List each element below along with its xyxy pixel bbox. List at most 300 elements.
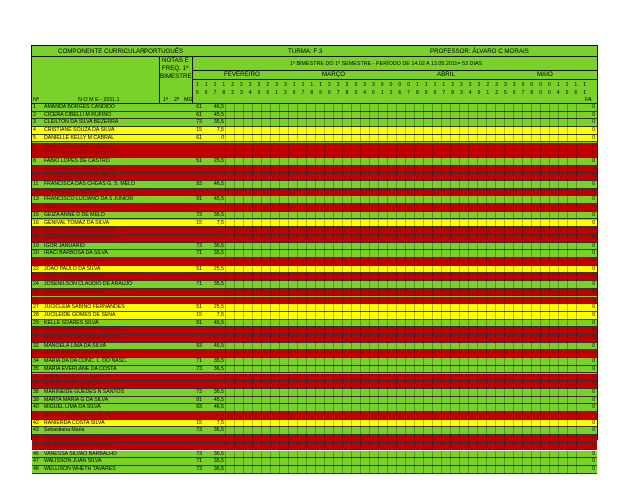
day-digit: 0 bbox=[539, 82, 542, 88]
attendance-cells bbox=[225, 404, 585, 412]
grade-average bbox=[213, 350, 224, 358]
table-row bbox=[32, 397, 597, 405]
day-digit: 1 bbox=[424, 82, 428, 88]
day-digit: 0 bbox=[539, 89, 542, 96]
day-digit: 2 bbox=[451, 82, 454, 88]
grade-1: 61 bbox=[196, 104, 202, 110]
absence-count: 0 bbox=[592, 227, 595, 234]
attendance-cells bbox=[225, 166, 585, 174]
day-digit: 6 bbox=[574, 89, 578, 96]
day-digit: 8 bbox=[310, 89, 314, 96]
day-digit: 1 bbox=[196, 82, 199, 88]
student-number: 29 bbox=[33, 319, 39, 326]
day-digit: 1 bbox=[565, 82, 569, 88]
student-number: 28 bbox=[33, 311, 39, 318]
grade-average: 45,5 bbox=[213, 111, 224, 118]
student-name: JOÃO PAULO DA SILVA bbox=[44, 265, 101, 272]
student-name: DANIELLE KELLY M CABRAL bbox=[44, 134, 115, 141]
student-number: 17 bbox=[33, 227, 39, 234]
day-digit: 3 bbox=[354, 82, 358, 88]
day-digit: 5 bbox=[504, 89, 507, 96]
day-digit: 1 bbox=[292, 82, 296, 88]
student-name: FRANCISCO DA SILVA bbox=[44, 188, 99, 195]
grade-average: 36,5 bbox=[213, 242, 224, 249]
table-row bbox=[32, 466, 597, 474]
absence-count: 0 bbox=[592, 196, 595, 203]
grade-1 bbox=[194, 258, 202, 266]
day-digit: 2 bbox=[345, 82, 349, 88]
student-number: 8 bbox=[33, 157, 36, 164]
attendance-cells bbox=[225, 451, 585, 459]
absence-count: 0 bbox=[592, 412, 595, 418]
grade-1: 73 bbox=[196, 450, 202, 457]
day-digit: 3 bbox=[372, 82, 375, 88]
day-digit: 6 bbox=[372, 89, 375, 96]
table-row bbox=[32, 104, 597, 112]
student-number: 10 bbox=[33, 173, 39, 180]
absence-count: 0 bbox=[592, 134, 595, 141]
attendance-cells bbox=[225, 143, 585, 151]
componente-label: COMPONENTE CURRICULAR: bbox=[58, 48, 147, 55]
day-digit: 1 bbox=[583, 89, 586, 96]
grade-average: 45,5 bbox=[213, 396, 224, 403]
grade-average bbox=[213, 143, 224, 151]
grade-average bbox=[213, 374, 224, 382]
attendance-cells bbox=[225, 435, 585, 443]
grade-average bbox=[213, 297, 224, 305]
day-digit: 7 bbox=[213, 89, 217, 96]
day-digit: 0 bbox=[548, 89, 551, 96]
table-row bbox=[32, 196, 597, 204]
table-row bbox=[32, 350, 597, 358]
absence-count: 0 bbox=[592, 219, 595, 226]
grade-average: 46,5 bbox=[213, 342, 224, 349]
table-row bbox=[32, 404, 597, 412]
day-digit: 2 bbox=[468, 82, 472, 88]
grade-average: 46,5 bbox=[213, 181, 224, 187]
notas-line1: NOTAS E bbox=[162, 57, 189, 64]
student-name: Sebastiana Maria bbox=[44, 427, 85, 434]
grade-1 bbox=[194, 443, 202, 451]
student-number: 1 bbox=[33, 104, 36, 110]
student-name: LUIZ HENRIQUE SANTOS LOPES bbox=[44, 327, 126, 334]
day-digit: 4 bbox=[363, 89, 366, 96]
student-number: 15 bbox=[33, 211, 39, 218]
student-name: MARIA DA DA CONC. L. DO NASC. bbox=[44, 358, 128, 365]
day-digit: 2 bbox=[389, 89, 393, 96]
attendance-cells bbox=[225, 335, 585, 343]
day-digit: 3 bbox=[240, 89, 243, 96]
attendance-cells bbox=[225, 196, 585, 204]
student-number: 7 bbox=[33, 150, 36, 157]
absence-count: 0 bbox=[592, 419, 595, 426]
grade-1 bbox=[194, 327, 202, 335]
absence-count: 0 bbox=[592, 296, 595, 303]
table-row bbox=[32, 220, 597, 228]
grade-average: 46,5 bbox=[213, 404, 224, 411]
grade-1 bbox=[194, 381, 202, 389]
grade-average: 36,5 bbox=[213, 388, 224, 395]
grade-1: 73 bbox=[196, 365, 202, 372]
student-number: 20 bbox=[33, 250, 39, 257]
attendance-cells bbox=[225, 104, 585, 112]
grade-average bbox=[213, 273, 224, 281]
table-row bbox=[32, 166, 597, 174]
grade-average: 35,5 bbox=[213, 458, 224, 465]
day-digit: 1 bbox=[556, 82, 560, 88]
student-number: 21 bbox=[33, 258, 39, 264]
student-number: 37 bbox=[33, 381, 39, 388]
grade-1: 91 bbox=[196, 396, 202, 403]
student-number: 48 bbox=[33, 465, 39, 472]
student-name: KELLE SOARES SILVA bbox=[44, 319, 99, 326]
grade-average: 36,5 bbox=[213, 450, 224, 457]
grade-1 bbox=[194, 173, 202, 181]
student-number: 45 bbox=[33, 442, 39, 449]
day-digit: 3 bbox=[275, 82, 278, 88]
student-name: PAULO RICARDO DA SILVA bbox=[44, 412, 111, 418]
absence-count: 0 bbox=[592, 173, 595, 180]
absence-count: 0 bbox=[592, 265, 595, 272]
student-number: 19 bbox=[33, 242, 39, 249]
col-1-header: 1ª bbox=[163, 97, 168, 103]
day-digit: 1 bbox=[380, 89, 384, 96]
grade-average bbox=[213, 289, 224, 297]
grade-1 bbox=[194, 335, 202, 343]
table-row bbox=[32, 189, 597, 197]
col-nome-header: N O M E - 2011.1 bbox=[78, 97, 120, 103]
table-row bbox=[32, 135, 597, 143]
grade-average: 7,5 bbox=[216, 419, 224, 426]
attendance-cells bbox=[225, 189, 585, 197]
student-number: 26 bbox=[33, 296, 39, 303]
absence-count: 0 bbox=[592, 111, 595, 118]
absence-count: 0 bbox=[592, 119, 595, 126]
student-name: IGOR JANUARIO bbox=[44, 242, 85, 249]
grade-1 bbox=[194, 150, 202, 158]
table-row bbox=[32, 335, 597, 343]
absence-count: 0 bbox=[592, 127, 595, 134]
attendance-cells bbox=[225, 366, 585, 374]
attendance-cells bbox=[225, 427, 585, 435]
student-number: 43 bbox=[33, 427, 39, 434]
table-row bbox=[32, 250, 597, 258]
table-row bbox=[32, 127, 597, 135]
student-number: 9 bbox=[33, 165, 36, 172]
day-digit: 3 bbox=[284, 82, 287, 88]
grade-1: 15 bbox=[196, 219, 202, 226]
table-row bbox=[32, 458, 597, 466]
student-number: 33 bbox=[33, 350, 39, 357]
day-digit: 1 bbox=[301, 82, 305, 88]
absence-count: 0 bbox=[592, 165, 595, 172]
student-number: 3 bbox=[33, 119, 36, 126]
attendance-cells bbox=[225, 127, 585, 135]
table-row bbox=[32, 143, 597, 151]
absence-count: 0 bbox=[592, 435, 595, 442]
day-digit: 1 bbox=[204, 82, 208, 88]
grade-1: 15 bbox=[196, 419, 202, 426]
table-row bbox=[32, 374, 597, 382]
table-row bbox=[32, 243, 597, 251]
day-digit: 6 bbox=[398, 89, 402, 96]
absence-count: 0 bbox=[592, 142, 595, 149]
grade-average bbox=[213, 173, 224, 181]
absence-count: 0 bbox=[592, 388, 595, 395]
table-row bbox=[32, 366, 597, 374]
grade-average bbox=[213, 381, 224, 389]
grade-1: 71 bbox=[196, 358, 202, 365]
grade-1: 73 bbox=[196, 388, 202, 395]
student-name: FRANCISCO LUCIANO DA S JUNIOR bbox=[44, 196, 134, 203]
student-number: 38 bbox=[33, 388, 39, 395]
day-digit: 3 bbox=[504, 82, 507, 88]
student-name: FABIO LOPES DE CASTRO bbox=[44, 157, 110, 164]
absence-count: 0 bbox=[592, 250, 595, 257]
grade-1 bbox=[194, 166, 202, 174]
student-name: JOSEFA MARIA DA SILVA bbox=[44, 288, 105, 295]
col-num-header: Nº bbox=[33, 97, 39, 103]
student-number: 47 bbox=[33, 458, 39, 465]
day-digit: 2 bbox=[257, 82, 261, 88]
day-digit: 2 bbox=[284, 89, 287, 96]
student-number: 44 bbox=[33, 435, 39, 442]
day-digit: 7 bbox=[407, 89, 410, 96]
grade-1: 61 bbox=[196, 111, 202, 118]
grade-1 bbox=[194, 204, 202, 212]
student-name: MARIA LUCIA DA SILVA bbox=[44, 381, 101, 388]
grade-1: 71 bbox=[196, 281, 202, 288]
col-mg-header: MG bbox=[184, 97, 193, 103]
month-maio: MAIO bbox=[537, 71, 553, 78]
attendance-cells bbox=[225, 381, 585, 389]
grade-1: 73 bbox=[196, 242, 202, 249]
student-number: 34 bbox=[33, 358, 39, 365]
absence-count: 0 bbox=[592, 342, 595, 349]
student-name: JOSE RODRIGUES DA SILVA bbox=[44, 296, 115, 303]
grade-average: 35,5 bbox=[213, 358, 224, 365]
student-name: CRISTIANE SOUZA DA SILVA bbox=[44, 127, 115, 134]
day-digit: 1 bbox=[574, 82, 578, 88]
student-number: 31 bbox=[33, 335, 39, 341]
attendance-cells bbox=[225, 458, 585, 466]
student-number: 5 bbox=[33, 134, 36, 141]
grade-average: 45,5 bbox=[213, 196, 224, 203]
table-row bbox=[32, 181, 597, 189]
grade-average: 7,5 bbox=[216, 127, 224, 134]
grade-average: 36,5 bbox=[213, 365, 224, 372]
table-row bbox=[32, 297, 597, 305]
day-digit: 0 bbox=[521, 82, 525, 88]
absence-count: 0 bbox=[592, 258, 595, 264]
student-name: AMANDA BORGES CANDIDO bbox=[44, 104, 115, 110]
student-number: 22 bbox=[33, 265, 39, 272]
attendance-cells bbox=[225, 112, 585, 120]
table-row bbox=[32, 412, 597, 420]
table-row bbox=[32, 150, 597, 158]
student-name: IRACI BARBOSA DA SILVA bbox=[44, 250, 108, 257]
grade-average bbox=[213, 435, 224, 443]
day-digit: 4 bbox=[556, 89, 560, 96]
table-row bbox=[32, 212, 597, 220]
day-digit: 8 bbox=[345, 89, 349, 96]
grade-average: 35,5 bbox=[213, 250, 224, 257]
day-digit: 5 bbox=[196, 89, 199, 96]
table-row bbox=[32, 420, 597, 428]
student-name: CLEILTON DA SILVA BEZERRA bbox=[44, 119, 119, 126]
attendance-cells bbox=[225, 304, 585, 312]
grade-1: 73 bbox=[196, 211, 202, 218]
day-digit: 0 bbox=[407, 82, 410, 88]
attendance-cells bbox=[225, 327, 585, 335]
student-name: JUCICLEIA SABINO FERNANDES bbox=[44, 304, 125, 311]
day-digit: 6 bbox=[328, 89, 331, 96]
day-digit: 6 bbox=[266, 89, 270, 96]
absence-count: 0 bbox=[592, 365, 595, 372]
absence-count: 0 bbox=[592, 327, 595, 334]
day-digit: 5 bbox=[565, 89, 569, 96]
grade-average: 25,5 bbox=[213, 157, 224, 164]
student-number: 16 bbox=[33, 219, 39, 226]
student-name: SIMONE COSTA DOS SANTOS bbox=[44, 435, 119, 442]
day-digit: 0 bbox=[398, 82, 402, 88]
day-digit: 1 bbox=[583, 82, 586, 88]
table-row bbox=[32, 358, 597, 366]
day-digit: 2 bbox=[460, 82, 463, 88]
student-number: 18 bbox=[33, 234, 39, 241]
attendance-cells bbox=[225, 173, 585, 181]
grade-1 bbox=[194, 289, 202, 297]
attendance-cells bbox=[225, 266, 585, 274]
table-row bbox=[32, 451, 597, 459]
table-row bbox=[32, 119, 597, 127]
absence-count: 0 bbox=[592, 273, 595, 280]
table-row bbox=[32, 258, 597, 266]
grade-1: 93 bbox=[196, 181, 202, 187]
student-name: GILVANIA PEREIRA DA SILVA bbox=[44, 227, 115, 234]
grade-average: 25,5 bbox=[213, 265, 224, 272]
grade-average: 45,5 bbox=[213, 319, 224, 326]
grade-1 bbox=[194, 189, 202, 197]
attendance-cells bbox=[225, 243, 585, 251]
absence-count: 0 bbox=[592, 104, 595, 110]
attendance-cells bbox=[225, 320, 585, 328]
absence-count: 0 bbox=[592, 404, 595, 411]
grade-average: 7,5 bbox=[216, 219, 224, 226]
student-name: HELENA MARIA DOS SANTOS bbox=[44, 234, 118, 241]
grade-average bbox=[213, 235, 224, 243]
grade-1 bbox=[194, 412, 202, 420]
day-digit: 3 bbox=[495, 82, 498, 88]
grade-1 bbox=[194, 235, 202, 243]
student-name: FRANCISCA DAS CHGAS G. S. MELO bbox=[44, 181, 136, 187]
grade-average bbox=[213, 189, 224, 197]
table-row bbox=[32, 227, 597, 235]
day-digit: 2 bbox=[336, 82, 340, 88]
day-digit: 1 bbox=[319, 82, 322, 88]
absence-count: 0 bbox=[592, 358, 595, 365]
day-digit: 3 bbox=[354, 89, 358, 96]
absence-count: 0 bbox=[592, 188, 595, 195]
student-name: DIEGO DOS SANTOS SILVA bbox=[44, 142, 112, 149]
day-digit: 2 bbox=[328, 82, 331, 88]
absence-count: 0 bbox=[592, 335, 595, 341]
grade-average: 25,5 bbox=[213, 304, 224, 311]
attendance-cells bbox=[225, 358, 585, 366]
table-row bbox=[32, 381, 597, 389]
day-digit: 1 bbox=[275, 89, 278, 96]
day-digit: 2 bbox=[495, 89, 498, 96]
student-name: JOSE CARLOS DA SILVA bbox=[44, 273, 105, 280]
absence-count: 0 bbox=[592, 458, 595, 465]
student-number: 4 bbox=[33, 127, 36, 134]
attendance-cells bbox=[225, 204, 585, 212]
attendance-cells bbox=[225, 135, 585, 143]
grade-1: 73 bbox=[196, 427, 202, 434]
table-row bbox=[32, 289, 597, 297]
attendance-cells bbox=[225, 289, 585, 297]
attendance-cells bbox=[225, 466, 585, 474]
table-row bbox=[32, 304, 597, 312]
student-number: 39 bbox=[33, 396, 39, 403]
day-digit: 2 bbox=[240, 82, 243, 88]
student-name: MARINEIDE GUEDES N SANTOS bbox=[44, 388, 125, 395]
absence-count: 0 bbox=[592, 211, 595, 218]
day-digit: 6 bbox=[433, 89, 437, 96]
grade-1: 91 bbox=[196, 196, 202, 203]
absence-count: 0 bbox=[592, 373, 595, 380]
absence-count: 0 bbox=[592, 204, 595, 211]
attendance-cells bbox=[225, 119, 585, 127]
attendance-cells bbox=[225, 420, 585, 428]
absence-count: 0 bbox=[592, 311, 595, 318]
student-name: FERNANDA MARIA DA SILVA bbox=[44, 165, 114, 172]
student-number: 13 bbox=[33, 196, 39, 203]
day-digit: 2 bbox=[248, 82, 252, 88]
student-name: MANOEL FRANCISCO DA SILVA bbox=[44, 335, 122, 341]
student-name: WELLISON WHETH TAVARES bbox=[44, 465, 116, 472]
day-digit: 7 bbox=[301, 89, 305, 96]
attendance-cells bbox=[225, 220, 585, 228]
attendance-cells bbox=[225, 258, 585, 266]
table-row bbox=[32, 204, 597, 212]
grade-average bbox=[213, 204, 224, 212]
student-number: 35 bbox=[33, 365, 39, 372]
table-row bbox=[32, 158, 597, 166]
day-digit: 8 bbox=[451, 89, 454, 96]
day-digit: 5 bbox=[257, 89, 261, 96]
componente-value: PORTUGUÊS bbox=[144, 48, 184, 55]
grade-average bbox=[213, 166, 224, 174]
grade-1 bbox=[194, 227, 202, 235]
attendance-cells bbox=[225, 235, 585, 243]
attendance-cells bbox=[225, 250, 585, 258]
day-digit: 2 bbox=[266, 82, 270, 88]
table-row bbox=[32, 320, 597, 328]
day-digit: 3 bbox=[363, 82, 366, 88]
student-name: MARTA MARIA G DA SILVA bbox=[44, 396, 109, 403]
grade-average: 0 bbox=[221, 134, 224, 141]
student-name: GEIZA ANNE D DE MELO bbox=[44, 211, 105, 218]
attendance-cells bbox=[225, 273, 585, 281]
grade-average: 7,5 bbox=[216, 311, 224, 318]
attendance-cells bbox=[225, 412, 585, 420]
grade-average bbox=[213, 335, 224, 343]
day-digit: 1 bbox=[486, 89, 490, 96]
student-number: 40 bbox=[33, 404, 39, 411]
grade-1: 15 bbox=[196, 311, 202, 318]
month-marco: MARÇO bbox=[322, 71, 346, 78]
